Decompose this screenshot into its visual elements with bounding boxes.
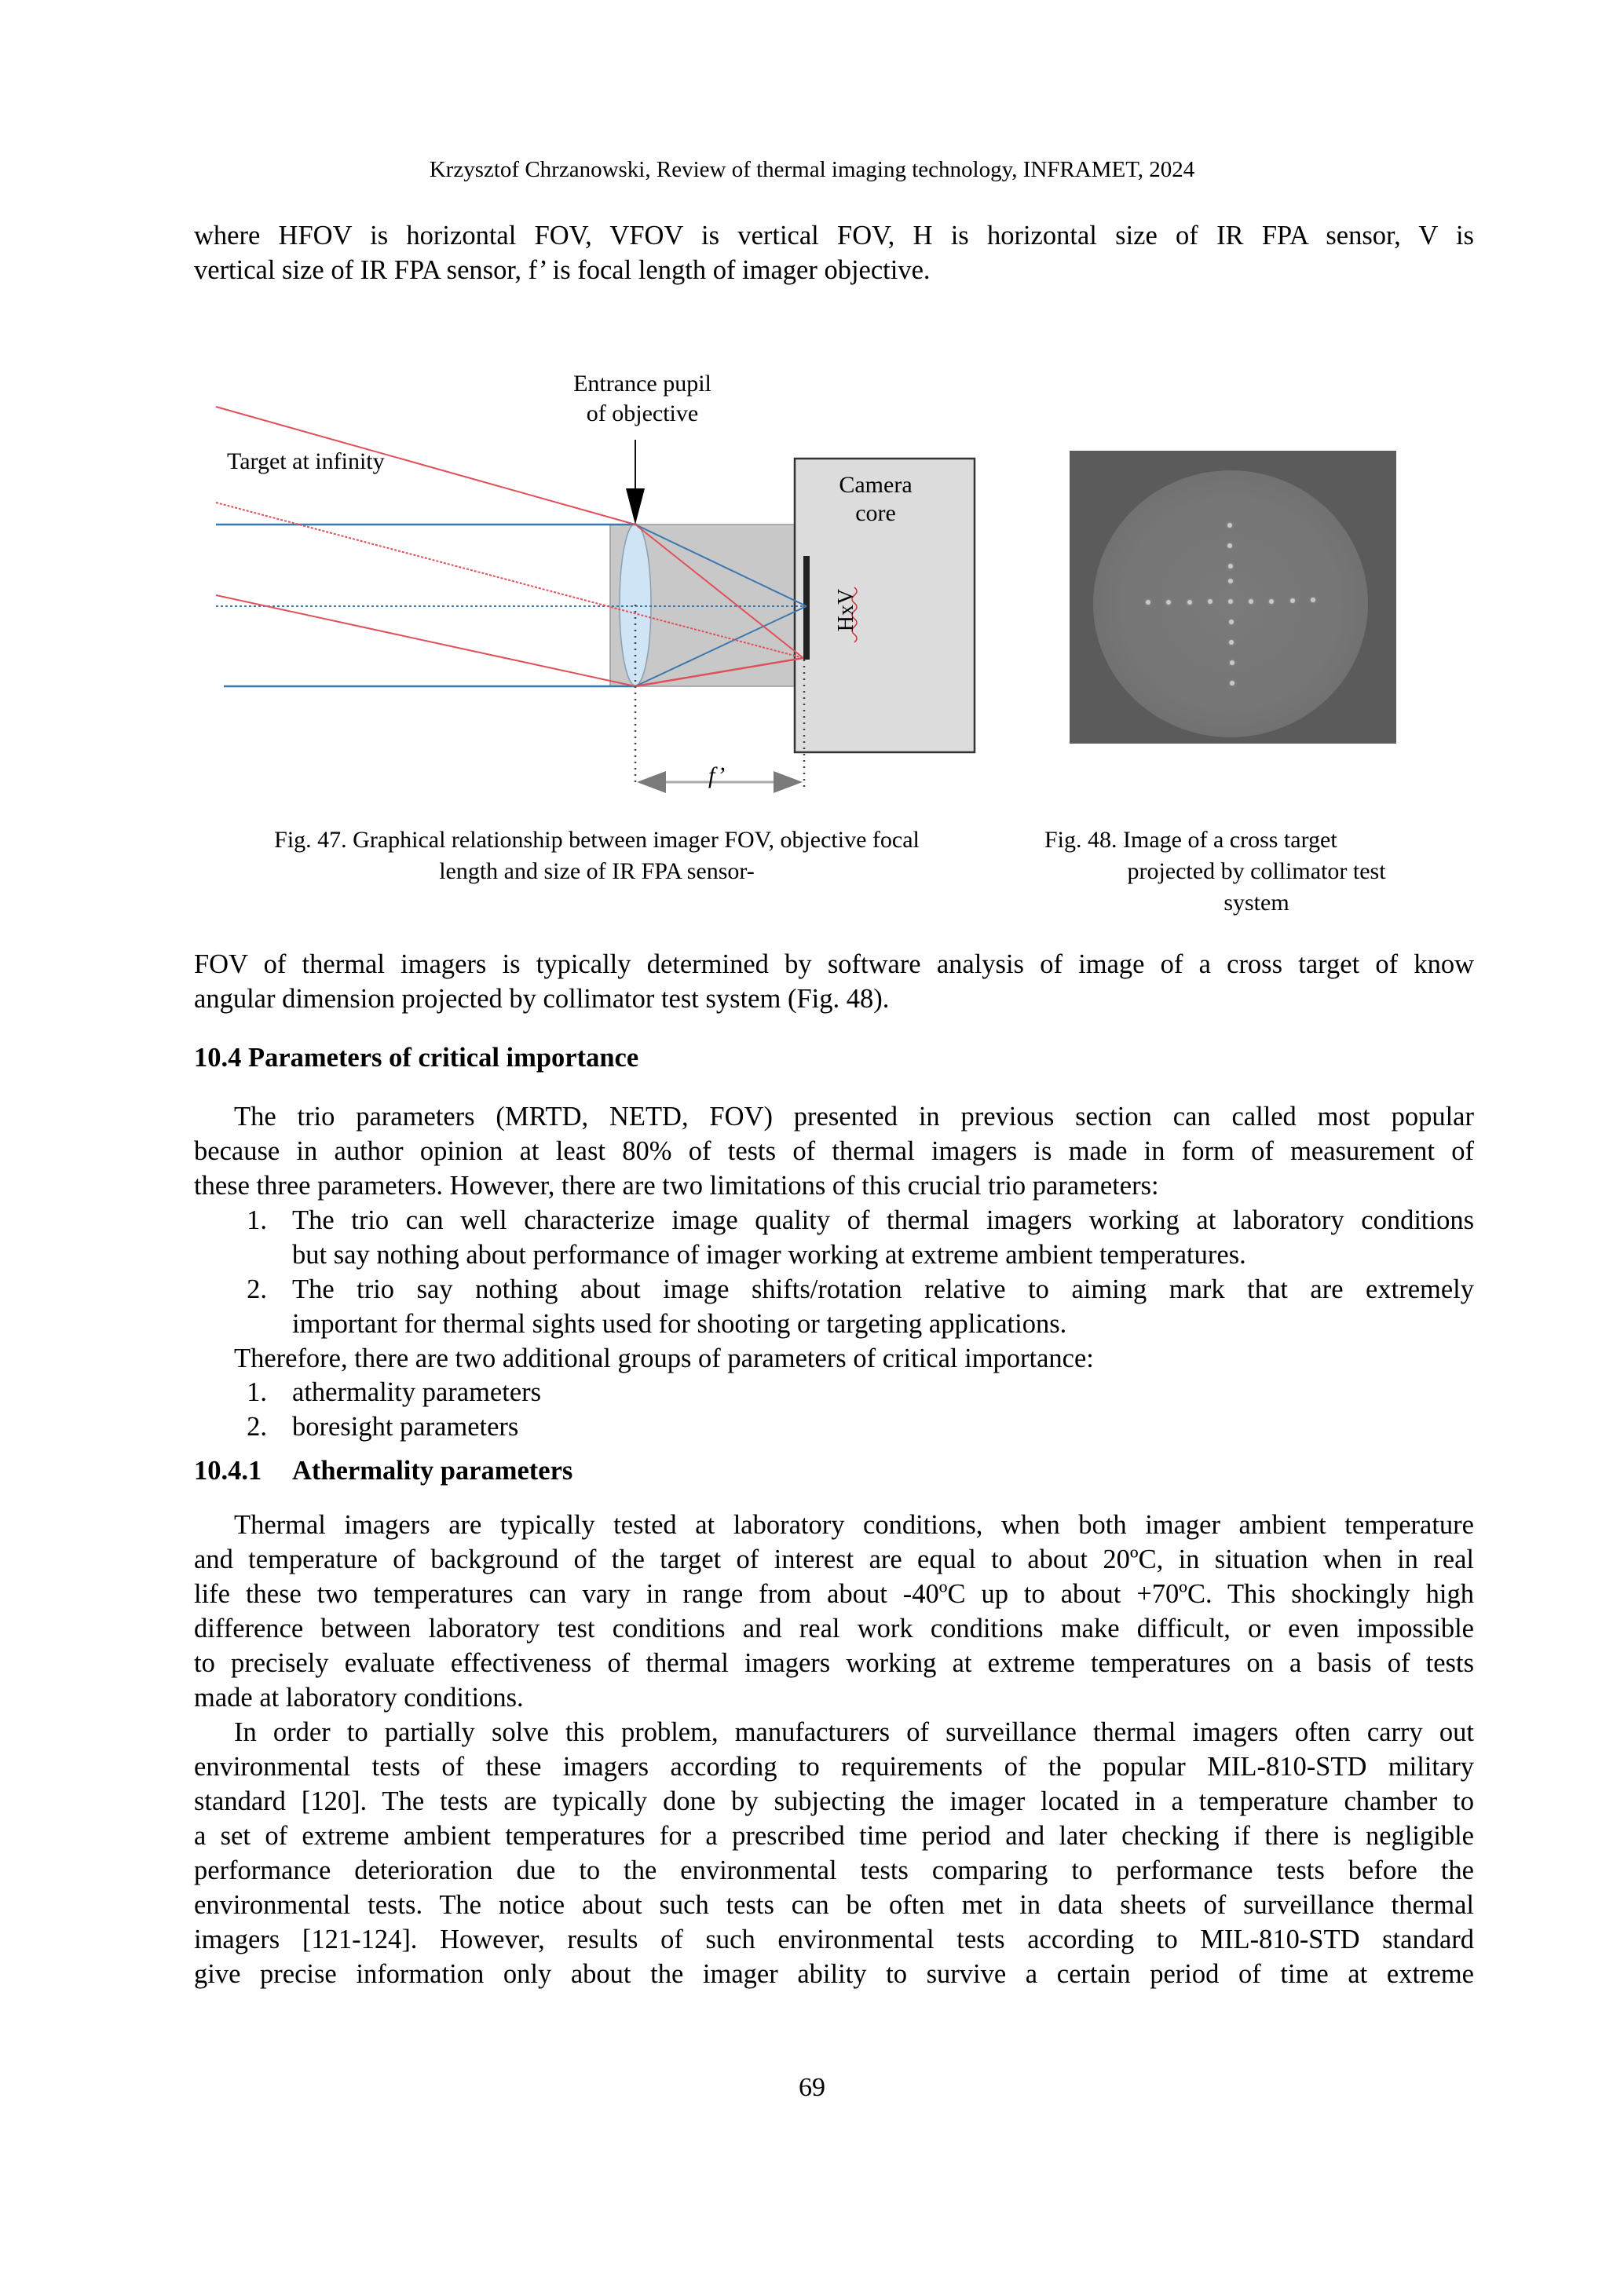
limitation-1-line-2: but say nothing about performance of imager working at extreme ambient temperatures. <box>292 1240 1246 1270</box>
group-1-label: athermality parameters <box>292 1377 542 1407</box>
athermality-para1-line-5: to precisely evaluate effectiveness of thermal imagers working at extreme temperatures on a basis of tests <box>194 1648 1474 1678</box>
figure-47-caption-line-2: length and size of IR FPA sensor- <box>439 858 755 884</box>
group-1-number: 1. <box>247 1377 267 1407</box>
page-number: 69 <box>799 2073 825 2102</box>
figure-47-caption-line-1: Fig. 47. Graphical relationship between imager FOV, objective focal <box>274 827 920 853</box>
limitation-1-number: 1. <box>247 1205 267 1235</box>
trio-para-line-2: because in author opinion at least 80% of tests of thermal imagers is made in form of measurement of <box>194 1136 1474 1166</box>
intro-line-2: vertical size of IR FPA sensor, f’ is focal length of imager objective. <box>194 255 931 285</box>
athermality-para1-line-2: and temperature of background of the target of interest are equal to about 20ºC, in situation when in real <box>194 1545 1474 1574</box>
target-at-infinity-label: Target at infinity <box>227 448 385 474</box>
fov-line-2: angular dimension projected by collimator test system (Fig. 48). <box>194 984 890 1014</box>
entrance-pupil-label-2: of objective <box>586 400 699 426</box>
athermality-para2-line-4: a set of extreme ambient temperatures for a prescribed time period and later checking if there is negligible <box>194 1821 1474 1851</box>
camera-core-label-1: Camera <box>839 472 913 498</box>
limitation-1-line-1: The trio can well characterize image quality of thermal imagers working at laboratory conditions <box>292 1205 1474 1235</box>
intro-line-1: where HFOV is horizontal FOV, VFOV is vertical FOV, H is horizontal size of IR FPA sensor, V is <box>194 221 1474 250</box>
athermality-para2-line-8: give precise information only about the imager ability to survive a certain period of time at extreme <box>194 1959 1474 1989</box>
athermality-para2-line-1: In order to partially solve this problem, manufacturers of surveillance thermal imagers often carry out <box>234 1717 1474 1747</box>
limitation-2-line-2: important for thermal sights used for shooting or targeting applications. <box>292 1309 1067 1339</box>
limitation-2-line-1: The trio say nothing about image shifts/rotation relative to aiming mark that are extremely <box>292 1274 1474 1304</box>
figure-48-caption-line-3: system <box>1223 890 1289 916</box>
athermality-para2-line-2: environmental tests of these imagers according to requirements of the popular MIL-810-STD military <box>194 1752 1474 1782</box>
athermality-para2-line-5: performance deterioration due to the environmental tests comparing to performance tests before the <box>194 1855 1474 1885</box>
athermality-para2-line-3: standard [120]. The tests are typically done by subjecting the imager located in a temperature chamber to <box>194 1786 1474 1816</box>
sensor-size-label: HxV <box>834 588 858 632</box>
athermality-para1-line-1: Thermal imagers are typically tested at laboratory conditions, when both imager ambient temperature <box>234 1510 1474 1540</box>
athermality-para1-line-3: life these two temperatures can vary in range from about -40ºC up to about +70ºC. This shockingly high <box>194 1579 1474 1609</box>
athermality-para2-line-7: imagers [121-124]. However, results of such environmental tests according to MIL-810-STD standard <box>194 1925 1474 1954</box>
section-10-4-1-title: Athermality parameters <box>292 1456 573 1486</box>
therefore-line: Therefore, there are two additional groups of parameters of critical importance: <box>234 1344 1094 1373</box>
section-10-4-1-number: 10.4.1 <box>194 1456 262 1486</box>
trio-para-line-1: The trio parameters (MRTD, NETD, FOV) presented in previous section can called most popular <box>234 1102 1474 1132</box>
group-2-label: boresight parameters <box>292 1412 519 1442</box>
figure-48-caption-line-2: projected by collimator test <box>1127 858 1386 884</box>
trio-para-line-3: these three parameters. However, there are two limitations of this crucial trio parameters: <box>194 1171 1159 1201</box>
group-2-number: 2. <box>247 1412 267 1442</box>
running-header: Krzysztof Chrzanowski, Review of thermal imaging technology, INFRAMET, 2024 <box>429 157 1195 182</box>
camera-core-label-2: core <box>855 500 896 526</box>
athermality-para1-line-6: made at laboratory conditions. <box>194 1683 524 1713</box>
fov-line-1: FOV of thermal imagers is typically determined by software analysis of image of a cross target of know <box>194 949 1474 979</box>
section-10-4-heading: 10.4 Parameters of critical importance <box>194 1043 639 1073</box>
entrance-pupil-label-1: Entrance pupil <box>573 371 711 397</box>
cross-target-image <box>1070 451 1396 744</box>
athermality-para2-line-6: environmental tests. The notice about such tests can be often met in data sheets of surveillance thermal <box>194 1890 1474 1920</box>
figure-48-caption-line-1: Fig. 48. Image of a cross target <box>1044 827 1337 853</box>
limitation-2-number: 2. <box>247 1274 267 1304</box>
focal-length-label: f’ <box>708 762 726 788</box>
athermality-para1-line-4: difference between laboratory test conditions and real work conditions make difficult, or even impossible <box>194 1614 1474 1643</box>
